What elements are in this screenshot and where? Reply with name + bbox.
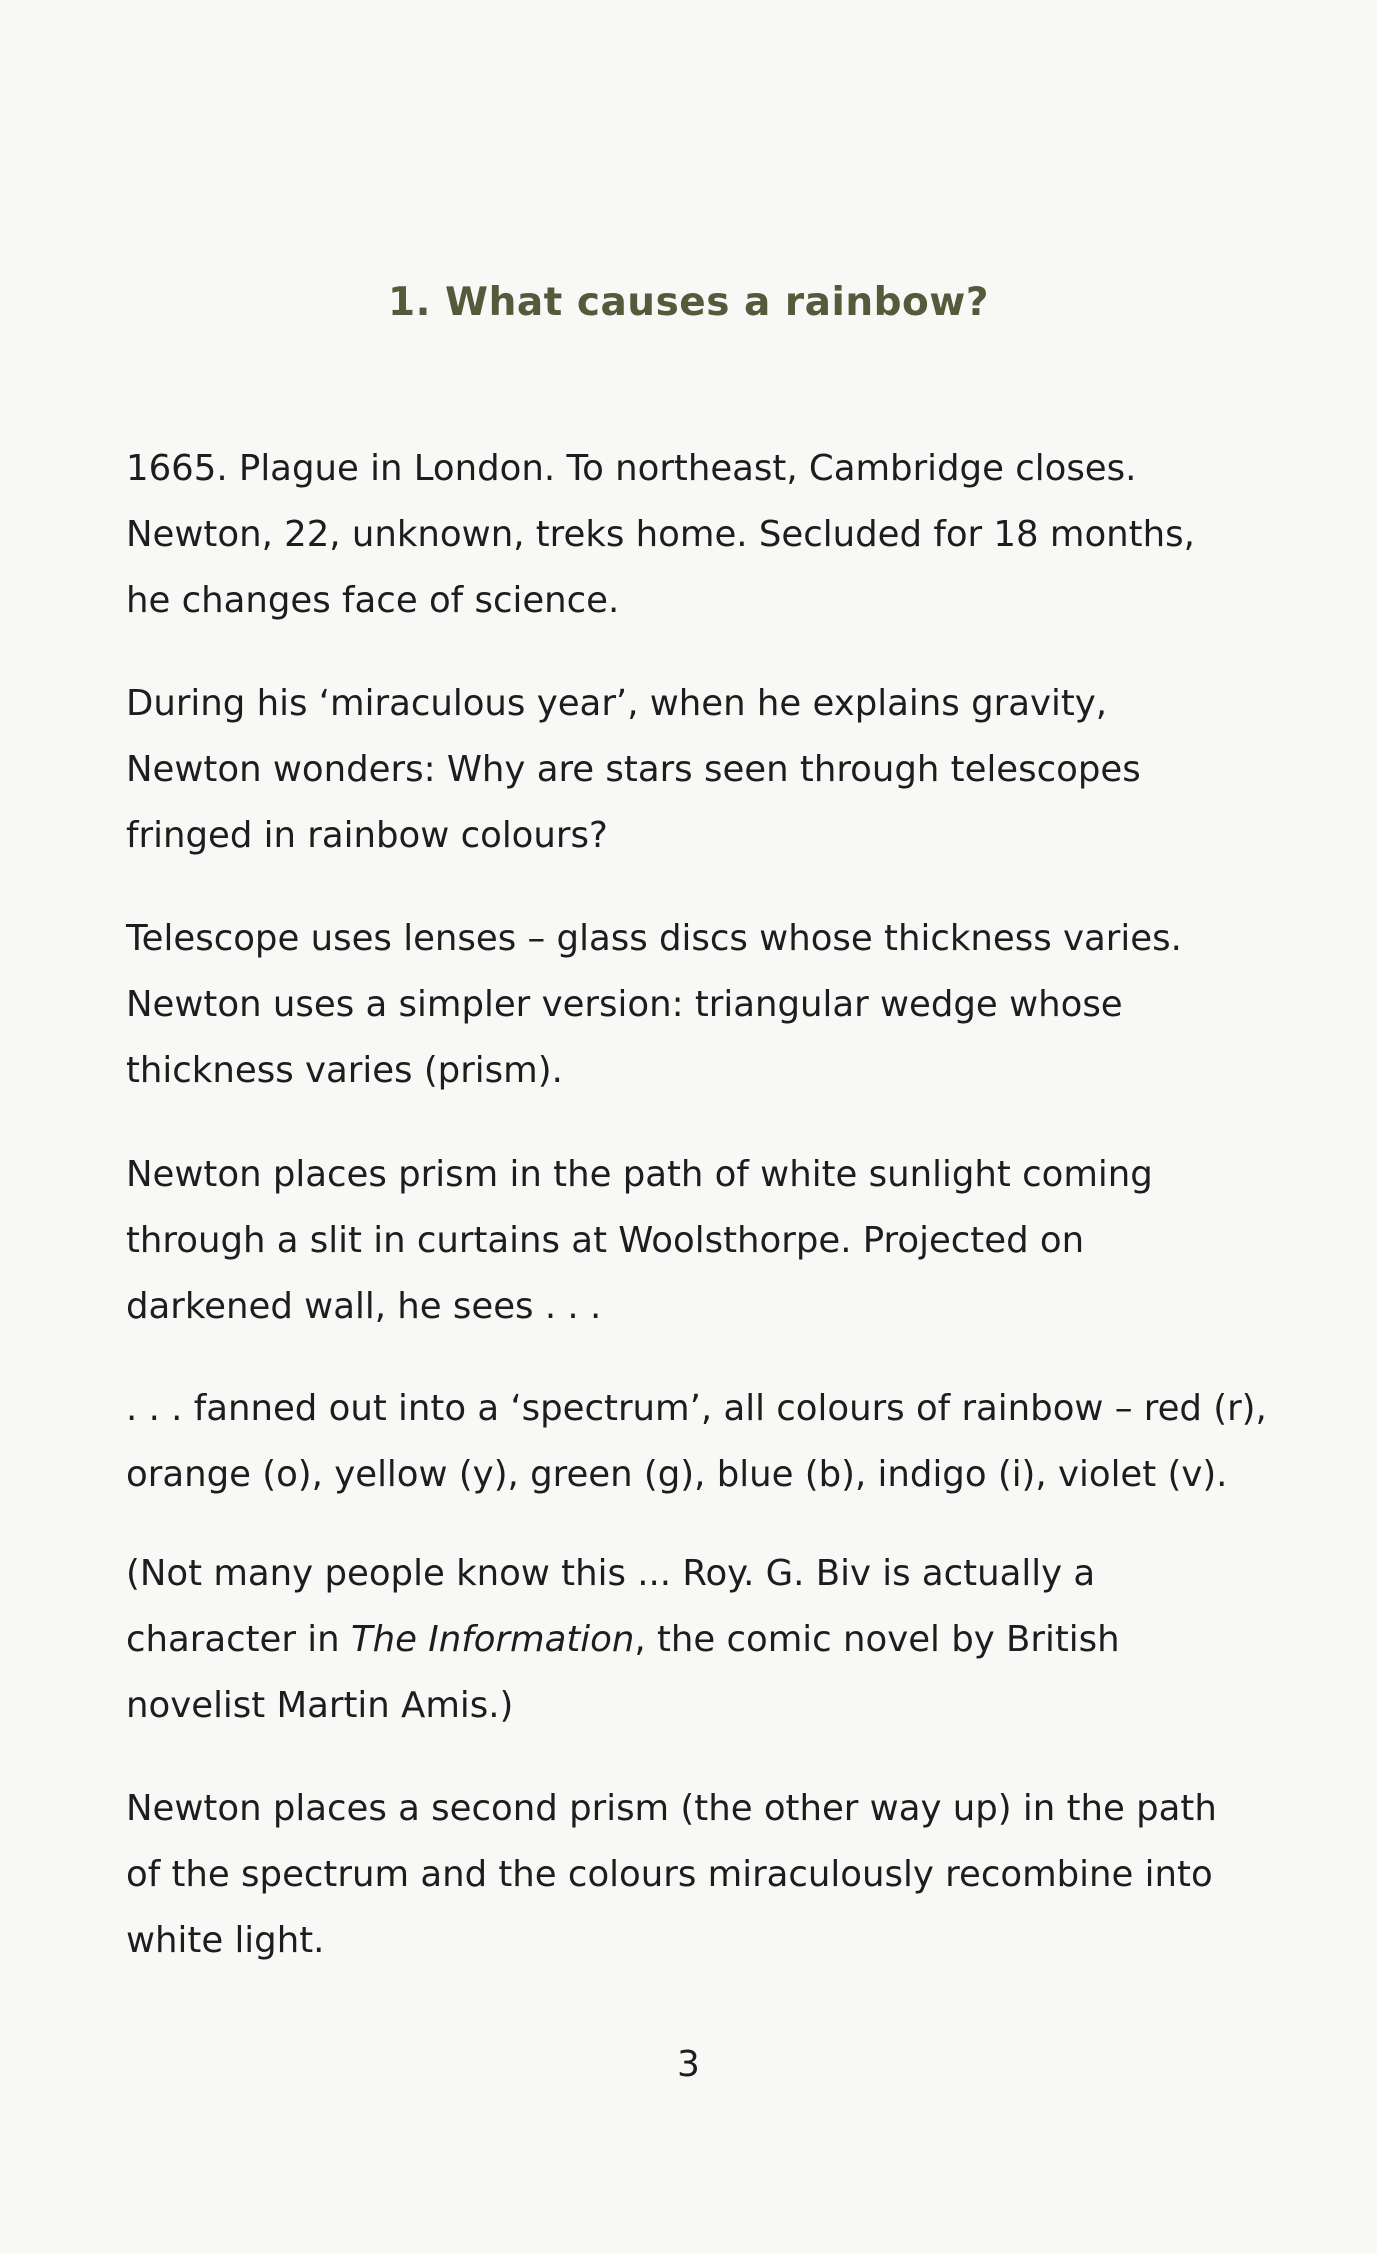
text-line: darkened wall, he sees . . .: [126, 1286, 602, 1327]
text-line: orange (o), yellow (y), green (g), blue (b), indigo (i), violet (v).: [126, 1454, 1228, 1495]
text-line: Newton places prism in the path of white sunlight coming: [126, 1154, 1153, 1195]
text-line: Newton wonders: Why are stars seen through telescopes: [126, 749, 1141, 790]
paragraph-3: [126, 906, 1236, 1104]
text-line: through a slit in curtains at Woolsthorpe. Projected on: [126, 1220, 1085, 1261]
paragraph-2: [126, 671, 1236, 869]
text-line: Newton, 22, unknown, treks home. Secluded for 18 months,: [126, 514, 1195, 555]
text-line: fringed in rainbow colours?: [126, 815, 608, 856]
paragraph-6: [126, 1541, 1236, 1739]
text-fragment: , the comic novel by British: [634, 1619, 1120, 1660]
text-line: white light.: [126, 1920, 325, 1961]
book-title: The Information: [350, 1619, 635, 1660]
text-line: Newton uses a simpler version: triangular wedge whose: [126, 984, 1123, 1025]
page-number: 3: [677, 2044, 700, 2085]
text-line: Telescope uses lenses – glass discs whose thickness varies.: [126, 918, 1182, 959]
text-line: of the spectrum and the colours miraculously recombine into: [126, 1854, 1213, 1895]
text-fragment: character in: [126, 1619, 351, 1660]
text-line: . . . fanned out into a ‘spectrum’, all colours of rainbow – red (r),: [126, 1388, 1267, 1429]
text-line: (Not many people know this ... Roy. G. Biv is actually a: [126, 1553, 1096, 1594]
paragraph-1: [126, 436, 1236, 634]
chapter-title: 1. What causes a rainbow?: [388, 280, 989, 325]
text-line-with-book-title: [126, 1607, 1236, 1673]
text-line: 1665. Plague in London. To northeast, Cambridge closes.: [126, 448, 1137, 489]
text-line: Newton places a second prism (the other way up) in the path: [126, 1788, 1217, 1829]
text-line: he changes face of science.: [126, 580, 620, 621]
paragraph-5: [126, 1376, 1267, 1508]
text-line: During his ‘miraculous year’, when he explains gravity,: [126, 683, 1108, 724]
text-line: thickness varies (prism).: [126, 1050, 563, 1091]
paragraph-7: [126, 1776, 1236, 1974]
text-line: novelist Martin Amis.): [126, 1685, 514, 1726]
paragraph-4: [126, 1142, 1236, 1340]
